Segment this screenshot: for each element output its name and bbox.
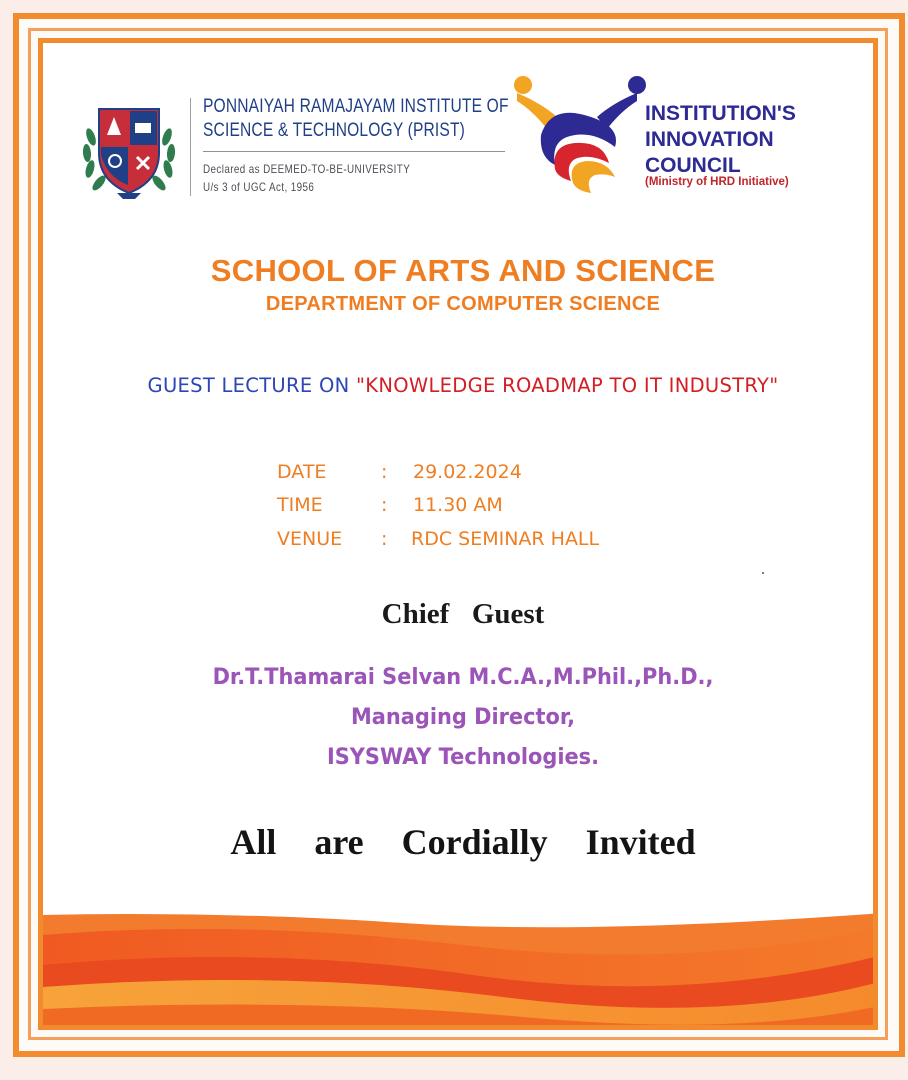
declaration-line2: U/s 3 of UGC Act, 1956: [203, 180, 315, 194]
institution-name-line2: SCIENCE & TECHNOLOGY (PRIST): [203, 120, 466, 141]
iic-title-line2: INNOVATION: [645, 128, 774, 151]
detail-value: 11.30 AM: [413, 494, 503, 516]
lecture-prefix: GUEST LECTURE ON: [147, 374, 357, 397]
chief-guest-name: Dr.T.Thamarai Selvan M.C.A.,M.Phil.,Ph.D.,: [212, 665, 714, 690]
detail-separator: :: [381, 461, 388, 483]
iic-title-line1: INSTITUTION'S: [645, 102, 796, 125]
iic-title-line3: COUNCIL: [645, 154, 741, 177]
iic-logo: [511, 73, 647, 203]
prist-crest-logo: [77, 95, 181, 199]
institution-name-line1: PONNAIYAH RAMAJAYAM INSTITUTE OF: [203, 96, 509, 117]
detail-separator: :: [381, 528, 388, 550]
detail-label: TIME: [277, 494, 323, 516]
detail-label: DATE: [277, 461, 327, 483]
department-heading: DEPARTMENT OF COMPUTER SCIENCE: [265, 293, 661, 315]
stray-dot: [762, 572, 764, 574]
detail-value: 29.02.2024: [413, 461, 522, 483]
chief-guest-heading: Chief Guest: [381, 598, 545, 630]
decorative-waves: [43, 905, 878, 1030]
detail-separator: :: [381, 494, 388, 516]
declaration-line1: Declared as DEEMED-TO-BE-UNIVERSITY: [203, 162, 411, 176]
lecture-topic: "KNOWLEDGE ROADMAP TO IT INDUSTRY": [356, 374, 779, 397]
institution-rule: [203, 151, 505, 152]
detail-label: VENUE: [277, 528, 343, 550]
invitation-line: All are Cordially Invited: [230, 822, 696, 862]
lecture-title: [43, 374, 878, 397]
iic-subtitle: (Ministry of HRD Initiative): [645, 176, 789, 188]
institution-name: [203, 95, 509, 143]
logo-divider: [190, 98, 191, 196]
chief-guest-company: ISYSWAY Technologies.: [326, 745, 600, 770]
chief-guest-designation: Managing Director,: [350, 705, 576, 730]
poster: [38, 38, 878, 1030]
school-heading: SCHOOL OF ARTS AND SCIENCE: [210, 253, 716, 288]
institution-declaration: [203, 160, 410, 196]
detail-value: RDC SEMINAR HALL: [411, 528, 600, 550]
iic-title: [645, 101, 796, 179]
